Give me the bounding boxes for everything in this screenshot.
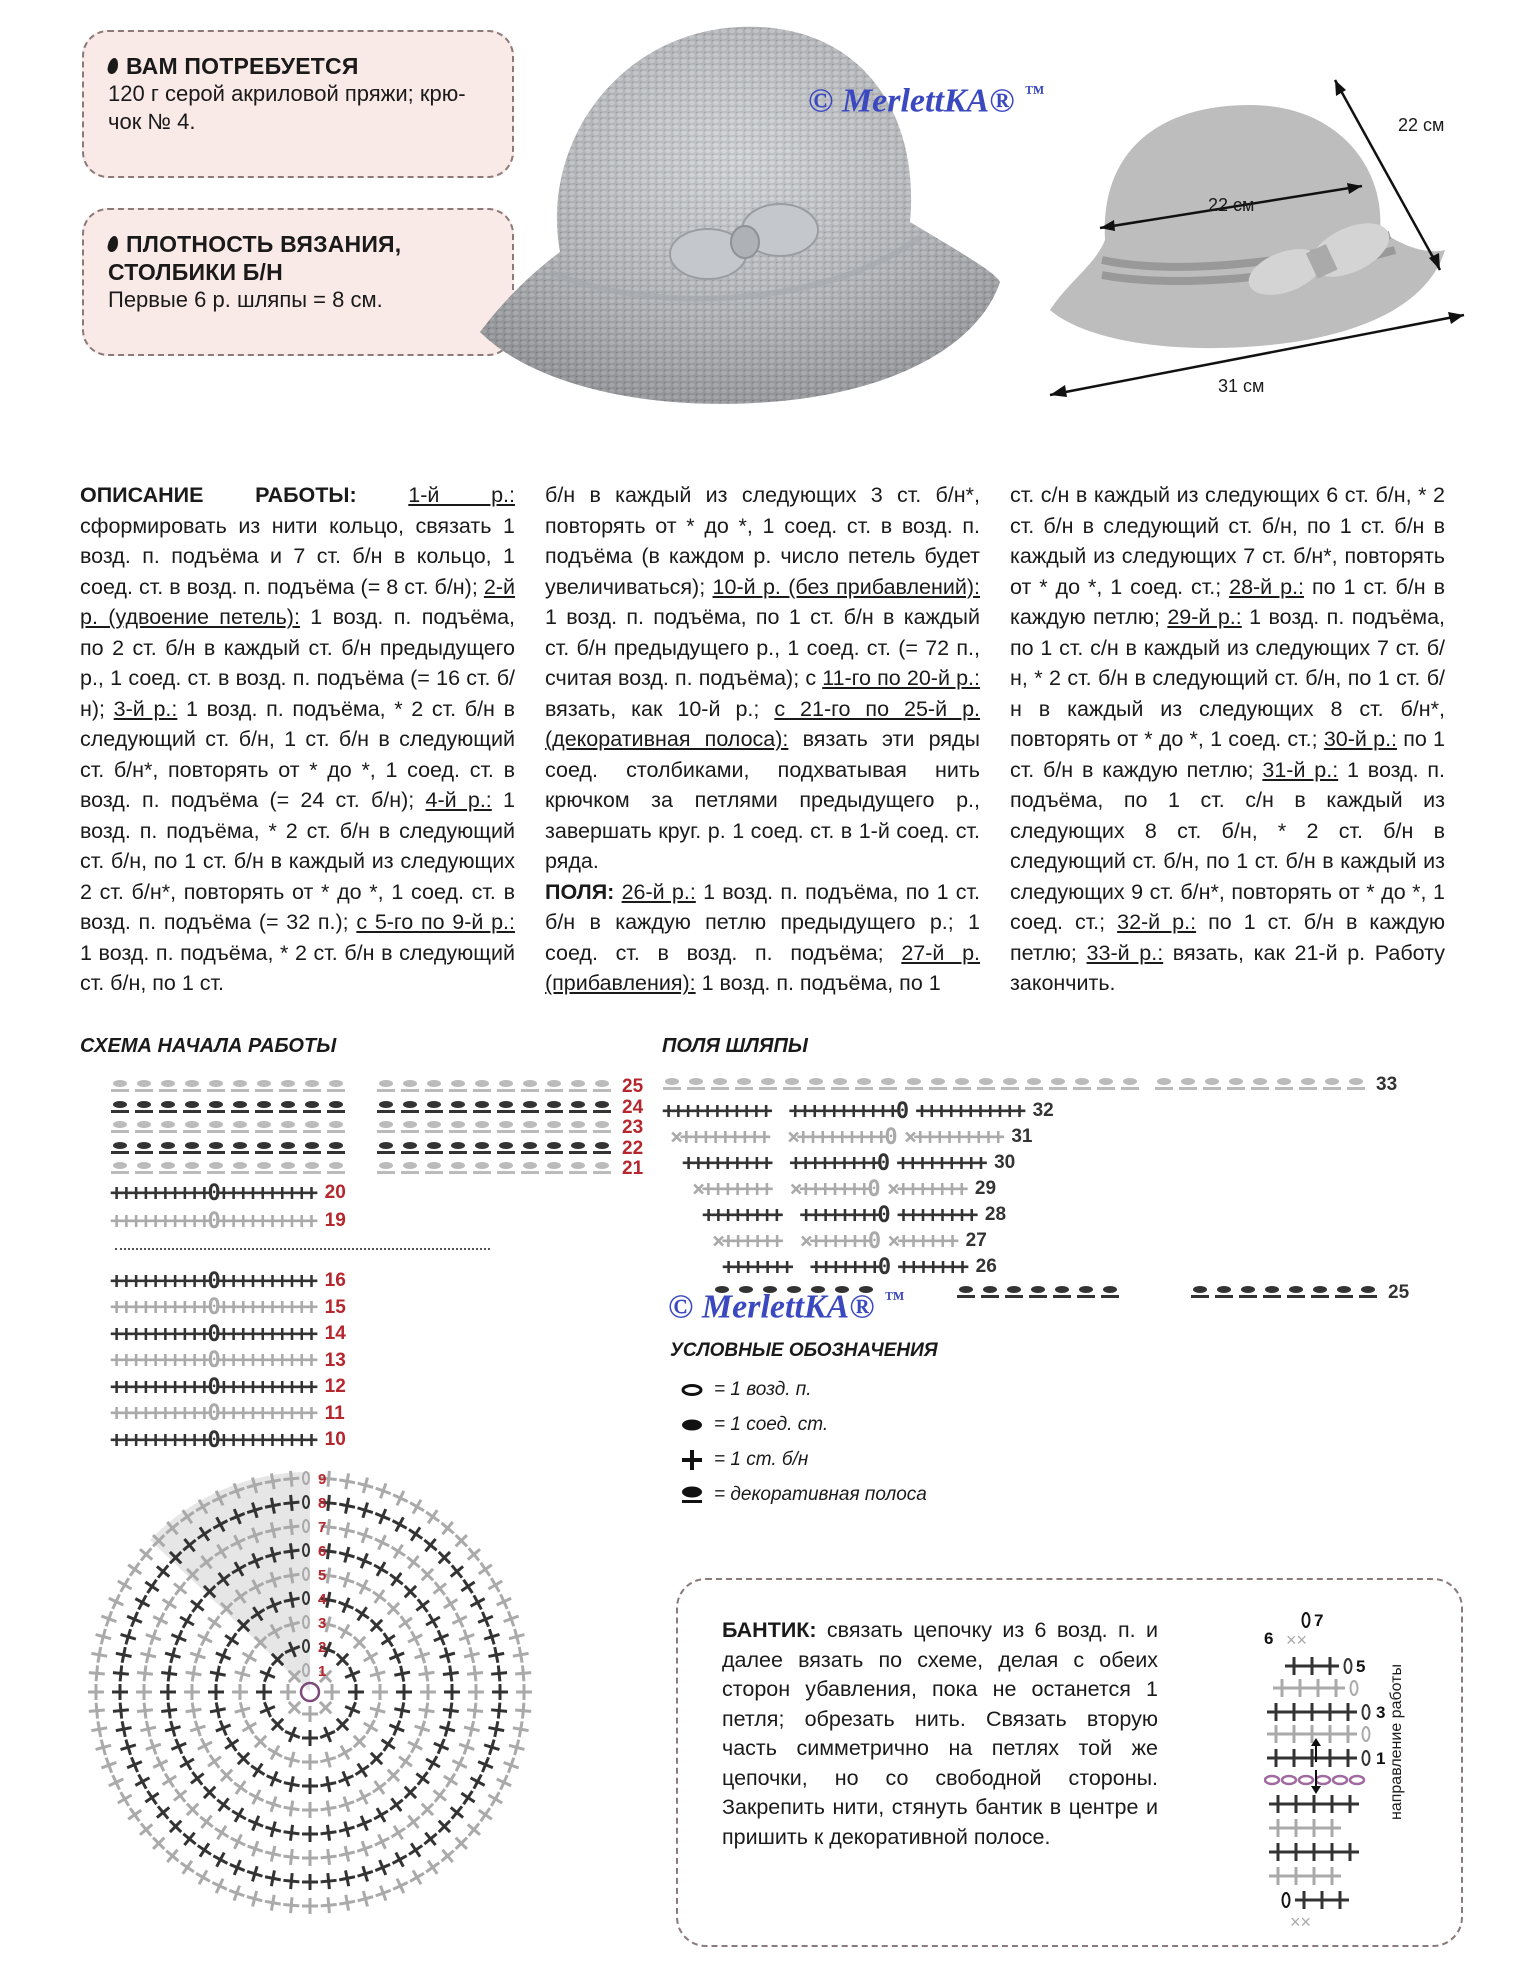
row-number: 14	[324, 1323, 346, 1344]
row-label: 27-й р. (прибавления):	[545, 940, 980, 995]
svg-text:8: 8	[318, 1495, 327, 1512]
row-label: 30-й р.:	[1323, 727, 1398, 751]
row-number: 23	[622, 1117, 644, 1138]
row-label: 3-й р.:	[113, 696, 178, 721]
description-column-2	[545, 480, 980, 999]
row-label: 11-го по 20-й р.:	[822, 666, 980, 690]
chart-row: +++++++++++ +++++++++++0 +++++++++++ 32	[662, 1098, 1054, 1124]
watermark-middle: © MerlettKA® ™	[668, 1288, 905, 1326]
chart-row	[110, 1097, 643, 1119]
instruction-text: б/н в каждый из следующих 3 ст. б/н*, повторять от * до *, 1 соед. ст. в возд. п. подъёма (в каждом р. число петель будет увеличиваться);	[545, 483, 980, 599]
row-number: 31	[1011, 1126, 1033, 1147]
row-label: 1-й р.:	[408, 483, 515, 507]
chart-row	[110, 1138, 643, 1160]
instruction-text: 1 возд. п. подъёма, по 2 ст. б/н в каждый ст. б/н предыдущего р., 1 соед. ст. в возд. п. подъёма (= 16 ст. б/н);	[80, 605, 515, 721]
slip-stitch-row	[376, 1142, 612, 1156]
chart-row: ++++++++++0++++++++++ 13	[110, 1348, 346, 1373]
row-number: 29	[974, 1178, 997, 1199]
legend	[670, 1340, 938, 1512]
instruction-text: 1 возд. п. подъёма, по 1 ст. с/н в каждый из следующих 8 ст. б/н, * 2 ст. б/н в следующий ст. б/н, по 1 ст. б/н в каждый из следующих 9 ст. б/н*, повторять от * до *, 1 соед. ст.;	[1010, 757, 1445, 934]
instruction-text: вязать, как 21-й р. Работу закончить.	[1010, 940, 1445, 995]
chart-row: ++++++++++0++++++++++ 10	[110, 1427, 346, 1453]
chart-row: ++++++++++0++++++++++ 16	[110, 1268, 346, 1294]
svg-text:1: 1	[318, 1663, 327, 1680]
circle-chart	[70, 1452, 550, 1932]
svg-text:5: 5	[318, 1567, 327, 1584]
row-number: 20	[324, 1182, 346, 1203]
row-number: 11	[324, 1402, 345, 1424]
row-label: 26-й р.:	[621, 879, 696, 904]
dimension-brim: 31 см	[1218, 376, 1265, 396]
instruction-text: 1 возд. п. подъёма, * 2 ст. б/н в следующий ст. б/н, по 1 ст. б/н в каждый из следующих 2 ст. б/н*, повторять от * до *, 1 соед. ст. в возд. п. подъёма (= 32 п.);	[80, 788, 515, 934]
row-number: 12	[324, 1376, 346, 1397]
single-crochet-icon	[670, 1449, 714, 1471]
chart-row: ++++++++++0++++++++++ 15	[110, 1295, 346, 1320]
row-label: с 21-го по 25-й р. (декоративная полоса):	[545, 696, 980, 751]
row-number: 28	[984, 1204, 1007, 1225]
svg-text:7: 7	[318, 1519, 327, 1536]
chart-row: ×+++++++ ×+++++++0 ×+++++++ 29	[692, 1176, 997, 1202]
row-label: 29-й р.:	[1167, 605, 1242, 629]
hat-dimension-sketch	[1040, 60, 1480, 420]
slip-stitch-row	[110, 1080, 346, 1094]
slip-stitch-row	[904, 1078, 1140, 1092]
legend-item-slip: = 1 соед. ст.	[670, 1407, 938, 1442]
dimension-circumference: 22 см	[1208, 195, 1255, 215]
materials-text-2: чок № 4.	[108, 109, 196, 134]
legend-title: УСЛОВНЫЕ ОБОЗНАЧЕНИЯ	[670, 1340, 938, 1361]
instruction-text: вязать эти ряды соед. столбиками, подхватывая нить крючком за петлями предыдущего р., завершать круг. р. 1 соед. ст. в 1-й соед. ст. ряда.	[545, 727, 980, 873]
description-column-3	[1010, 480, 1445, 999]
svg-text:7: 7	[1314, 1611, 1324, 1630]
work-direction-label: направление работы	[1388, 1663, 1405, 1820]
instruction-text: по 1 ст. б/н в каждую петлю;	[1010, 574, 1445, 629]
chart-row: ++++++++++0++++++++++ 12	[110, 1374, 346, 1400]
direction-arrows-icon	[1308, 1738, 1324, 1794]
svg-text:6: 6	[318, 1543, 327, 1560]
chart-row: ++++++++++0++++++++++ 19	[110, 1208, 346, 1234]
instruction-text: по 1 ст. б/н в каждую петлю;	[1010, 727, 1445, 782]
chart-row: ×+++++++++ ×+++++++++0 ×+++++++++ 31	[670, 1124, 1033, 1150]
row-number: 33	[1376, 1074, 1398, 1095]
slip-stitch-row	[376, 1080, 612, 1094]
svg-text:3: 3	[1376, 1703, 1386, 1722]
materials-heading: ВАМ ПОТРЕБУЕТСЯ	[108, 52, 488, 80]
svg-text:4: 4	[318, 1591, 327, 1608]
gauge-heading-2: СТОЛБИКИ Б/Н	[108, 259, 283, 285]
slip-stitch-row	[376, 1101, 612, 1115]
section-heading: ОПИСАНИЕ РАБОТЫ:	[80, 483, 409, 507]
decorative-band-icon	[670, 1486, 714, 1504]
chart-row: ++++++++ ++++++++0 ++++++++ 28	[702, 1202, 1007, 1228]
svg-text:3: 3	[318, 1615, 327, 1632]
slip-stitch-row	[376, 1121, 612, 1135]
slip-stitch-row	[110, 1162, 346, 1176]
row-number: 32	[1032, 1100, 1054, 1121]
chart-row	[110, 1158, 643, 1180]
gauge-heading: ПЛОТНОСТЬ ВЯЗАНИЯ,	[108, 230, 488, 258]
chart-row	[110, 1076, 643, 1098]
row-number: 27	[965, 1230, 987, 1251]
chart-row	[110, 1117, 643, 1139]
instruction-text: по 1 ст. б/н в каждую петлю;	[1010, 910, 1446, 965]
bow-instructions: БАНТИК: связать цепочку из 6 возд. п. и далее вязать по схеме, делая с обеих сторон убавления, пока не останется 1 петля; обрезать нить. Связать вторую часть симметрично на петлях той же цепочки, но со свободной стороны. Закрепить нити, стянуть бантик в центре и пришить к декоративной полосе.	[722, 1618, 1158, 1849]
row-number: 25	[1388, 1282, 1410, 1303]
slip-stitch-row	[110, 1121, 346, 1135]
chart-row: ++++++++++0++++++++++ 11	[110, 1401, 345, 1426]
svg-text:5: 5	[1356, 1657, 1366, 1676]
instruction-text: 1 возд. п. подъёма, по 1 ст. б/н в каждую петлю предыдущего р.; 1 соед. ст. в возд. п. подъёма;	[545, 879, 980, 965]
chart-break-dots	[115, 1248, 490, 1250]
dimension-height: 22 см	[1398, 115, 1445, 135]
row-number: 21	[622, 1158, 644, 1179]
legend-item-band: = декоративная полоса	[670, 1477, 938, 1512]
row-number: 19	[324, 1210, 346, 1231]
instruction-text: 1 возд. п. подъёма, * 2 ст. б/н в следующий ст. б/н, 1 ст. б/н в следующий ст. б/н*, повторять от * до *, 1 соед. ст. в возд. п. подъёма (= 24 ст. б/н);	[80, 696, 515, 812]
slip-stitch-row	[1190, 1286, 1378, 1300]
row-label: 33-й р.:	[1086, 940, 1164, 965]
chart-row: ++++++++++0++++++++++ 14	[110, 1321, 346, 1347]
chart-row: +++++++++ +++++++++0 +++++++++ 30	[682, 1150, 1016, 1176]
row-label: 31-й р.:	[1262, 757, 1339, 782]
svg-text:1: 1	[1376, 1749, 1386, 1768]
instruction-text: 1 возд. п. подъёма, по 1 ст. б/н в каждый ст. б/н предыдущего р., 1 соед. ст. (= 72 п., считая возд. п. подъёма); с	[545, 605, 980, 690]
hat-photo	[440, 22, 1040, 412]
svg-text:××: ××	[1290, 1912, 1312, 1928]
description-column-1	[80, 480, 515, 999]
row-label: 4-й р.:	[425, 788, 492, 812]
brim-chart-title: ПОЛЯ ШЛЯПЫ	[662, 1035, 808, 1057]
row-label: с 5-го по 9-й р.:	[356, 910, 516, 934]
chart-row: +++++++ +++++++0 +++++++ 26	[722, 1254, 997, 1280]
legend-item-sc: = 1 ст. б/н	[670, 1442, 938, 1477]
slip-stitch-icon	[670, 1419, 714, 1431]
bow-box	[676, 1578, 1463, 1947]
bow-chart	[1264, 1608, 1404, 1928]
instruction-text: 1 возд. п. подъёма, по 1	[695, 971, 941, 995]
materials-text-1: 120 г серой акриловой пряжи; крю-	[108, 81, 466, 106]
row-number: 25	[622, 1076, 644, 1097]
row-label: 28-й р.:	[1229, 574, 1305, 599]
watermark-top: © MerlettKA® ™	[808, 82, 1045, 120]
row-number: 22	[622, 1137, 644, 1159]
svg-text:9: 9	[318, 1471, 327, 1488]
svg-text:6: 6	[1264, 1629, 1274, 1648]
row-number: 13	[324, 1349, 346, 1371]
gauge-text: Первые 6 р. шляпы = 8 см.	[108, 287, 383, 312]
chart-row: ×++++++ ×++++++0 ×++++++ 27	[712, 1228, 987, 1254]
row-label: 2-й р. (удвоение петель):	[80, 574, 515, 629]
chart-row	[662, 1074, 1397, 1096]
slip-stitch-row	[110, 1101, 346, 1115]
row-number: 26	[975, 1256, 997, 1277]
bullet-icon	[107, 236, 120, 252]
legend-item-chain: = 1 возд. п.	[670, 1372, 938, 1407]
slip-stitch-row	[110, 1142, 346, 1156]
row-label: 32-й р.:	[1117, 910, 1197, 934]
chain-stitch-icon	[670, 1384, 714, 1396]
row-number: 16	[324, 1270, 346, 1291]
instruction-text: сформировать из нити кольцо, связать 1 возд. п. подъёма и 7 ст. б/н в кольцо, 1 соед. ст. в возд. п. подъёма (= 8 ст. б/н);	[80, 513, 515, 599]
bullet-icon	[107, 58, 120, 74]
description-columns	[80, 480, 1480, 999]
row-number: 15	[324, 1296, 346, 1318]
start-chart-title: СХЕМА НАЧАЛА РАБОТЫ	[80, 1035, 337, 1057]
instruction-text: 1 возд. п. подъёма, по 1 ст. с/н в каждый из следующих 7 ст. б/н, * 2 ст. б/н в следующий ст. б/н, по 1 ст. б/н в каждый из следующих 8 ст. б/н*, повторять от * до *, 1 соед. ст.;	[1010, 605, 1445, 751]
slip-stitch-row	[376, 1162, 612, 1176]
slip-stitch-row	[956, 1286, 1120, 1300]
svg-text:2: 2	[318, 1639, 327, 1656]
instruction-text: вязать, как 10-й р.;	[545, 696, 775, 721]
slip-stitch-row	[662, 1078, 898, 1092]
instruction-text: 1 возд. п. подъёма, * 2 ст. б/н в следующий ст. б/н, по 1 ст.	[80, 940, 515, 995]
section-heading: ПОЛЯ:	[545, 879, 622, 904]
row-label: 10-й р. (без прибавлений):	[712, 574, 980, 599]
slip-stitch-row	[1154, 1078, 1366, 1092]
instruction-text: ст. с/н в каждый из следующих 6 ст. б/н, * 2 ст. б/н в следующий ст. б/н, по 1 ст. б/н в каждый из следующих 7 ст. б/н*, повторять от * до *, 1 соед. ст.;	[1010, 483, 1445, 599]
row-number: 30	[994, 1152, 1016, 1173]
svg-text:××: ××	[1286, 1630, 1308, 1650]
row-number: 10	[324, 1429, 346, 1450]
row-number: 24	[622, 1096, 644, 1118]
chart-row: ++++++++++0++++++++++ 20	[110, 1180, 346, 1206]
